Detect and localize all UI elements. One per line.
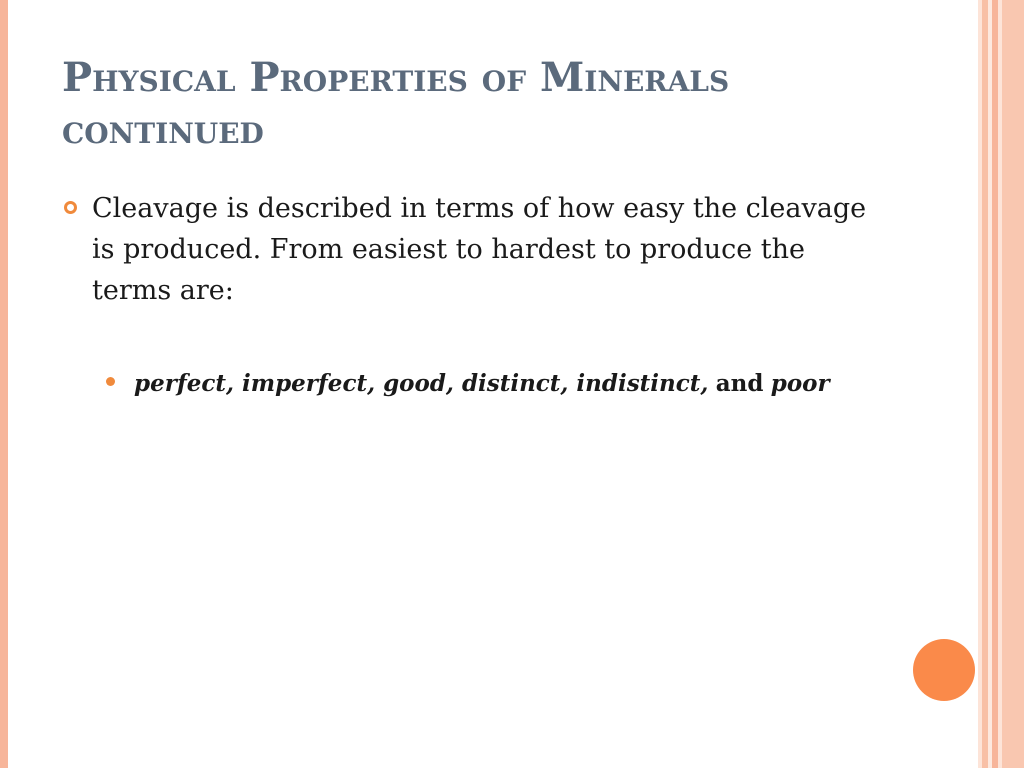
dot-bullet-icon: [106, 377, 115, 386]
bullet-item: [64, 188, 924, 311]
ring-bullet-icon: [64, 201, 77, 214]
bullet-text: Cleavage is described in terms of how easy the cleavage is produced. From easiest to hardest to produce the terms are:: [92, 193, 867, 306]
right-decorative-stripe: [1002, 0, 1024, 768]
left-decorative-stripe: [0, 0, 8, 768]
orange-circle-decoration: [913, 639, 975, 701]
sub-bullet-text: [134, 365, 894, 403]
conjunction: and: [715, 370, 764, 397]
slide-title: Physical Properties of Minerals continued: [62, 54, 730, 153]
cleavage-terms: perfect, imperfect, good, distinct, indistinct,: [134, 370, 709, 397]
last-cleavage-term: poor: [770, 370, 830, 397]
sub-bullet-item: [106, 365, 926, 403]
